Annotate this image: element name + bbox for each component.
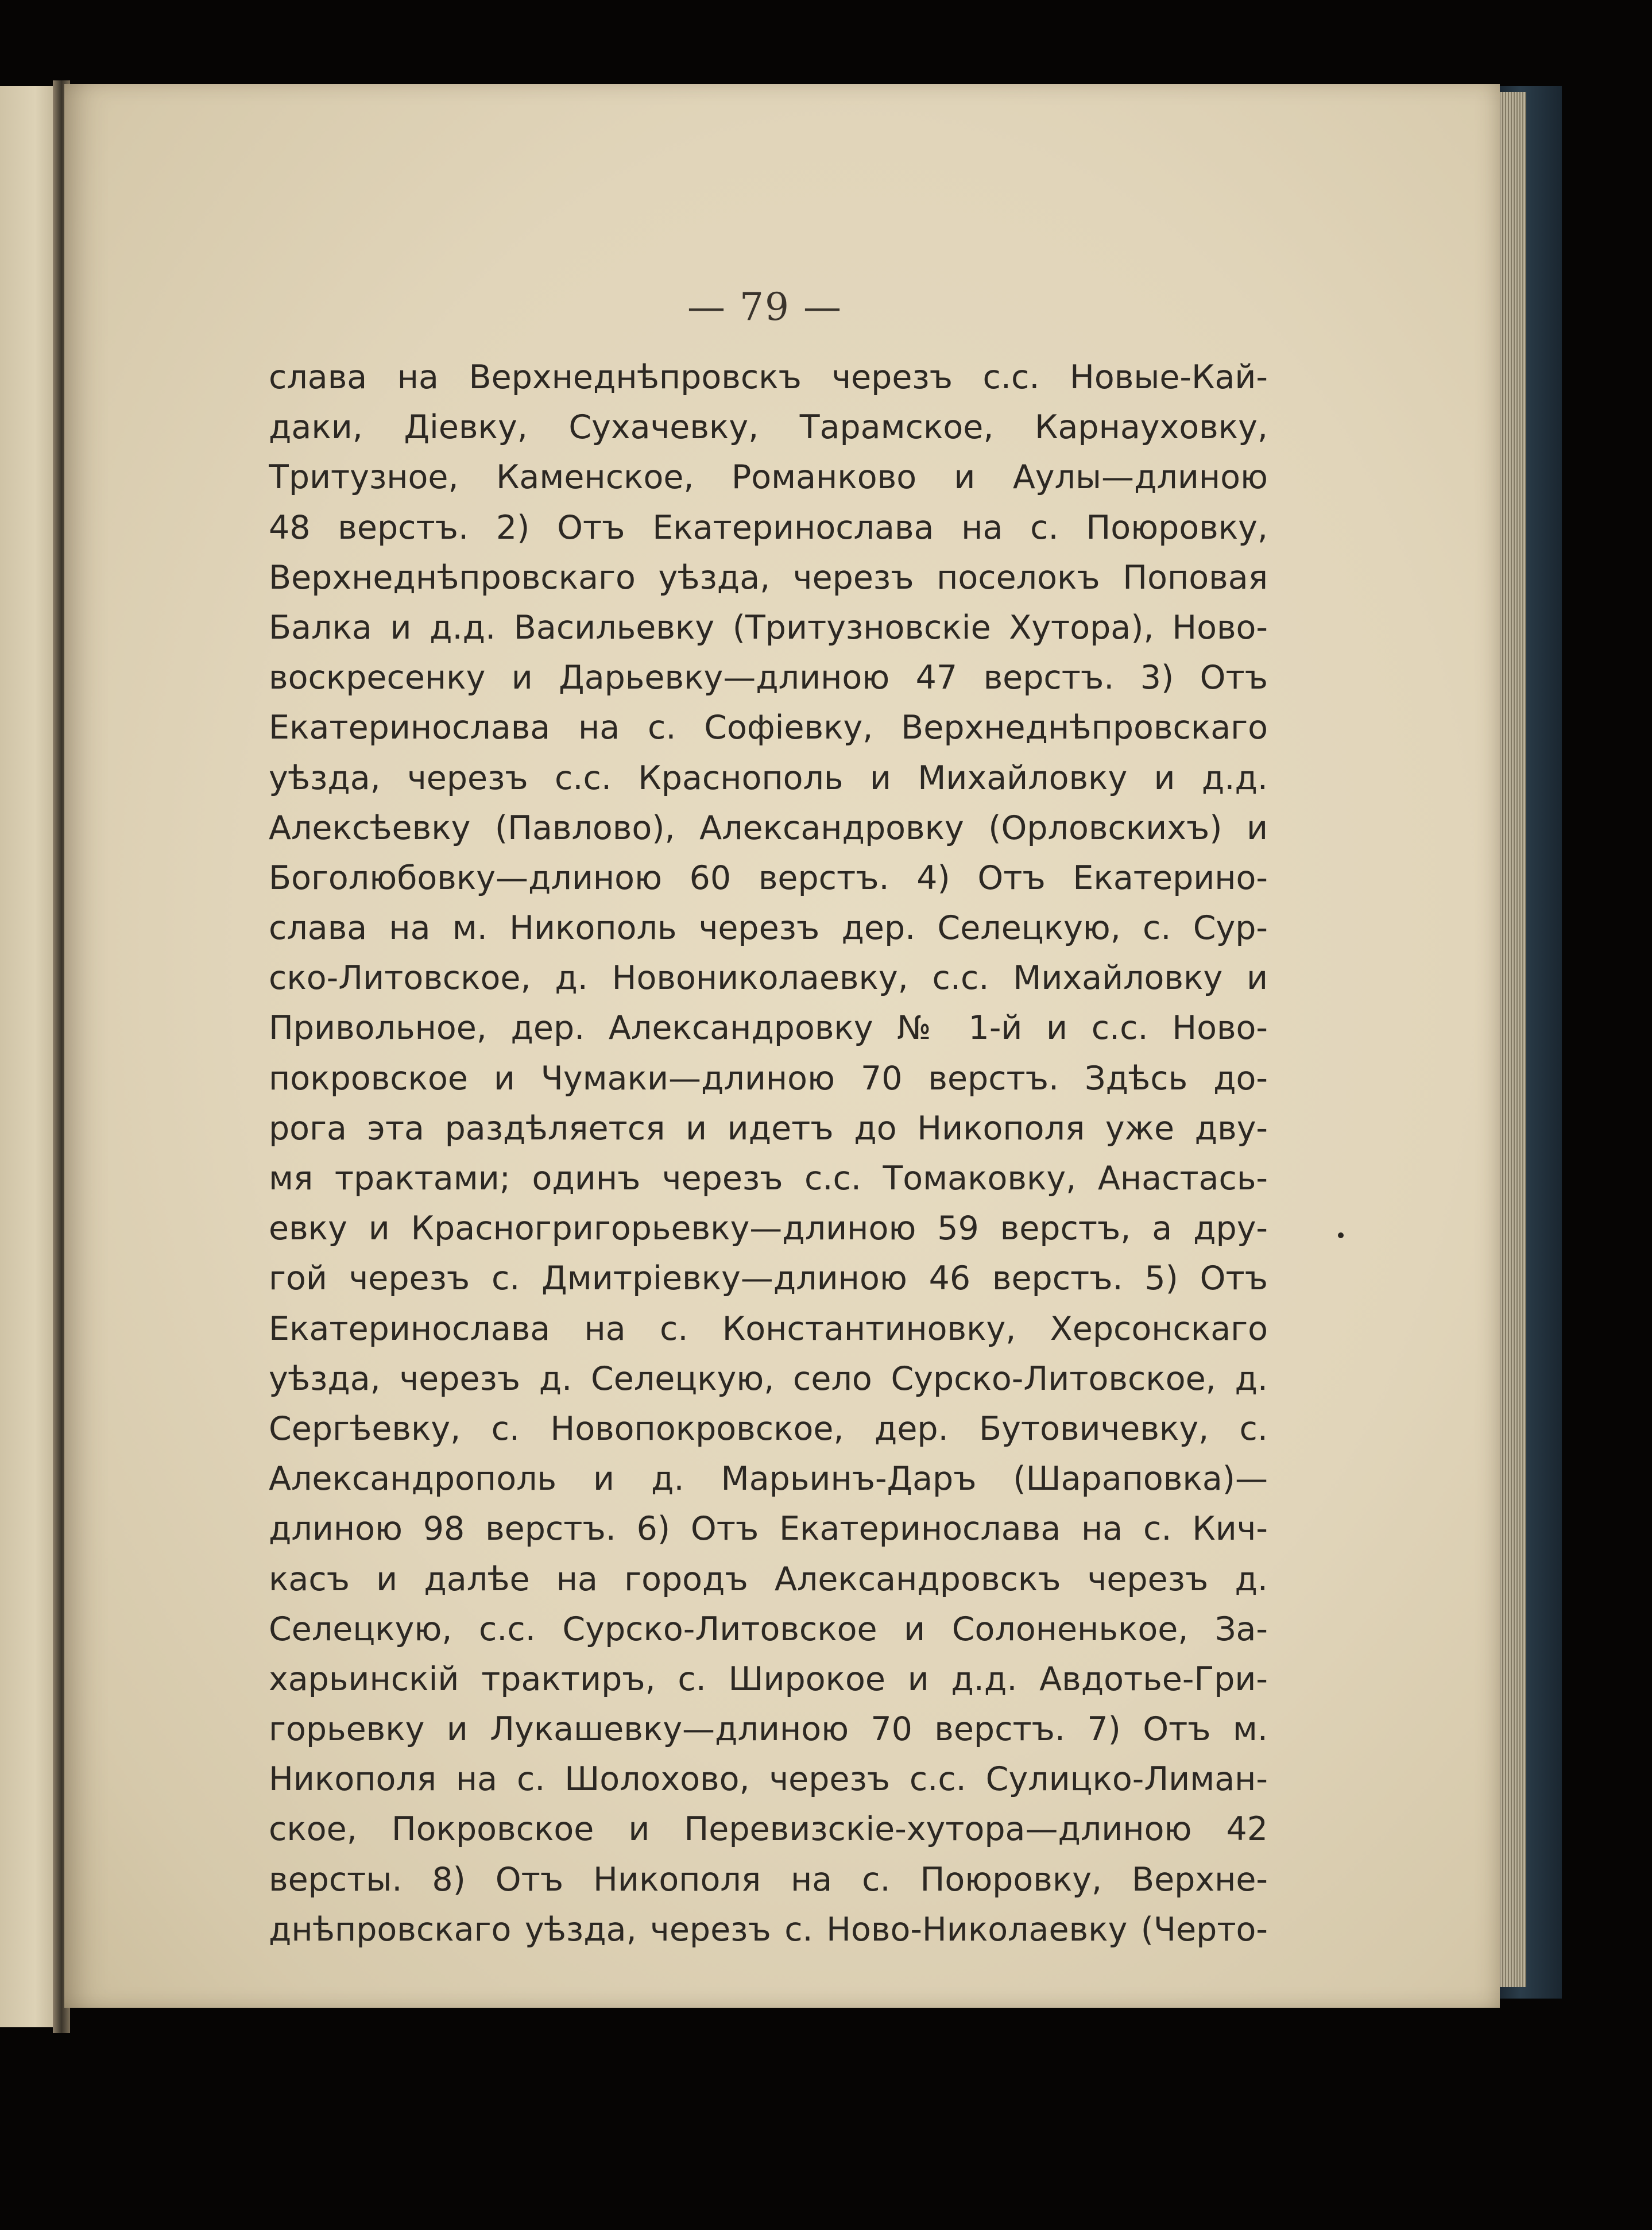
book-page bbox=[64, 84, 1500, 2008]
text-line: покровское и Чумаки—длиною 70 верстъ. Здѣсь до- bbox=[269, 1059, 1268, 1097]
page-stack-edges bbox=[1498, 92, 1526, 1987]
text-line: длиною 98 верстъ. 6) Отъ Екатеринослава на с. Кич- bbox=[269, 1510, 1268, 1548]
text-line: рога эта раздѣляется и идетъ до Никополя уже дву- bbox=[269, 1109, 1268, 1147]
ink-speck bbox=[1338, 1232, 1344, 1238]
text-line: 48 верстъ. 2) Отъ Екатеринослава на с. Поюровку, bbox=[269, 508, 1268, 547]
text-line: ско-Литовское, д. Новониколаевку, с.с. Михайловку и bbox=[269, 959, 1268, 998]
text-line: харьинскiй трактиръ, с. Широкое и д.д. Авдотье-Гри- bbox=[269, 1660, 1268, 1698]
text-line: Екатеринослава на с. Софiевку, Верхнеднѣпровскаго bbox=[269, 709, 1268, 747]
text-line: Никополя на с. Шолохово, черезъ с.с. Сулицко-Лиман- bbox=[269, 1760, 1268, 1799]
text-line: слава на Верхнеднѣпровскъ черезъ с.с. Новые-Кай- bbox=[269, 358, 1268, 396]
text-line: Селецкую, с.с. Сурско-Литовское и Солоненькое, За- bbox=[269, 1610, 1268, 1648]
text-line: версты. 8) Отъ Никополя на с. Поюровку, Верхне- bbox=[269, 1860, 1268, 1899]
text-line: Сергѣевку, с. Новопокровское, дер. Бутовичевку, с. bbox=[269, 1409, 1268, 1448]
text-line: Алексѣевку (Павлово), Александровку (Орловскихъ) и bbox=[269, 809, 1268, 847]
text-line: днѣпровскаго уѣзда, черезъ с. Ново-Николаевку (Черто- bbox=[269, 1910, 1268, 1949]
text-line: мя трактами; одинъ черезъ с.с. Томаковку, Анастась- bbox=[269, 1160, 1268, 1197]
text-line: воскресенку и Дарьевку—длиною 47 верстъ. 3) Отъ bbox=[269, 659, 1268, 697]
text-line: ское, Покровское и Перевизскiе-хутора—длиною 42 bbox=[269, 1810, 1268, 1849]
body-text bbox=[269, 353, 1268, 1955]
text-line: Верхнеднѣпровскаго уѣзда, черезъ поселокъ Поповая bbox=[269, 558, 1268, 597]
text-line: Боголюбовку—длиною 60 верстъ. 4) Отъ Екатерино- bbox=[269, 859, 1268, 897]
text-line: уѣзда, черезъ с.с. Краснополь и Михайловку и д.д. bbox=[269, 759, 1268, 797]
page-number: — 79 — bbox=[687, 285, 842, 329]
text-line: касъ и далѣе на городъ Александровскъ черезъ д. bbox=[269, 1560, 1268, 1598]
text-line: даки, Дiевку, Сухачевку, Тарамское, Карнауховку, bbox=[269, 408, 1268, 447]
text-line: слава на м. Никополь черезъ дер. Селецкую, с. Сур- bbox=[269, 909, 1268, 948]
text-line: евку и Красногригорьевку—длиною 59 верстъ, а дру- bbox=[269, 1209, 1268, 1248]
text-line: Екатеринослава на с. Константиновку, Херсонскаго bbox=[269, 1309, 1268, 1348]
text-line: Александрополь и д. Марьинъ-Даръ (Шараповка)— bbox=[269, 1460, 1268, 1498]
text-line: горьевку и Лукашевку—длиною 70 верстъ. 7) Отъ м. bbox=[269, 1710, 1268, 1749]
text-line: гой черезъ с. Дмитрiевку—длиною 46 верстъ. 5) Отъ bbox=[269, 1259, 1268, 1298]
text-line: Привольное, дер. Александровку № 1-й и с.с. Ново- bbox=[269, 1009, 1268, 1048]
text-line: Тритузное, Каменское, Романково и Аулы—длиною bbox=[269, 458, 1268, 497]
text-line: уѣзда, черезъ д. Селецкую, село Сурско-Литовское, д. bbox=[269, 1359, 1268, 1398]
text-line: Балка и д.д. Васильевку (Тритузновскiе Хутора), Ново- bbox=[269, 608, 1268, 647]
